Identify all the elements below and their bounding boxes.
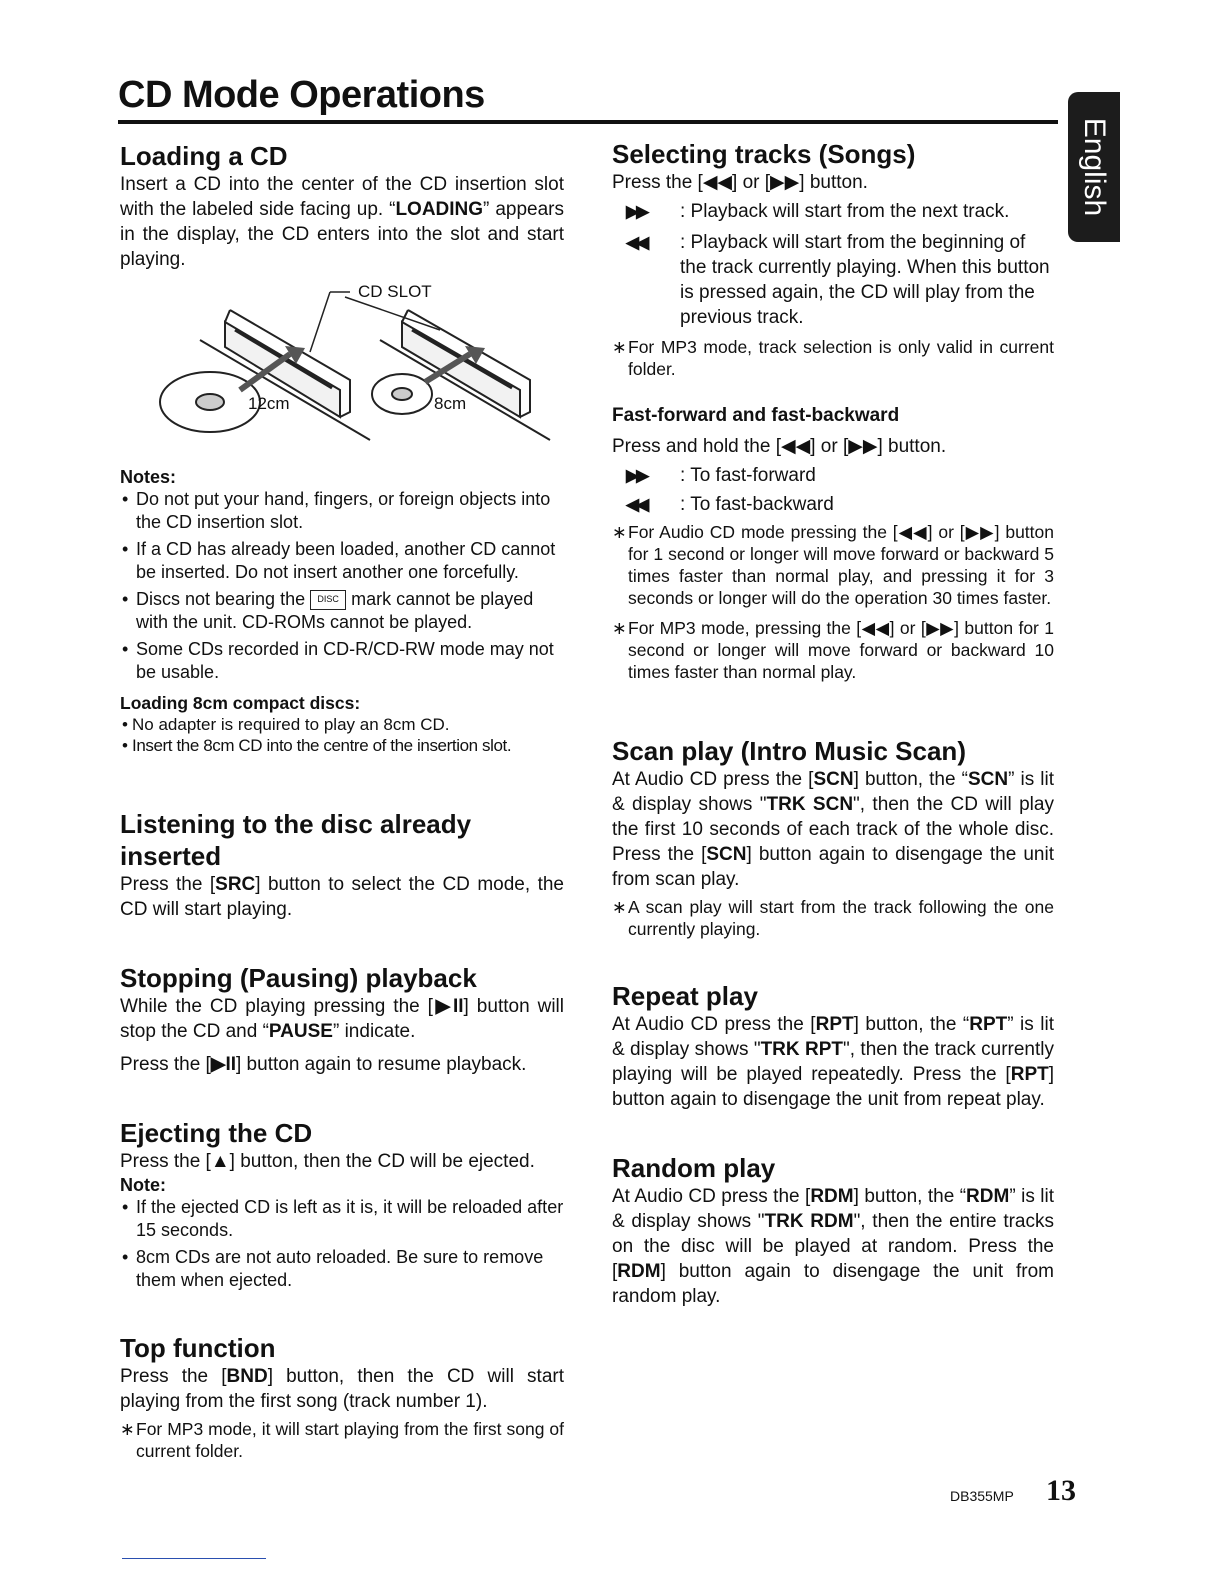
page-title: CD Mode Operations [118,74,485,116]
section-ejecting [120,1117,564,1292]
next-track-icon: ▶▶ [626,202,647,221]
compact-disc-logo: DISC [310,590,346,610]
stopping-body-2: Press the [▶II] button again to resume playback. [120,1054,527,1075]
label-12cm: 12cm [248,394,290,413]
fastbackward-row: ◀◀ : To fast-backward [626,494,834,515]
label-cd-slot: CD SLOT [358,282,432,301]
page-number: 13 [1046,1474,1076,1507]
bottom-link-line [122,1558,266,1559]
stopping-body-1: While the CD playing pressing the [▶II] button will stop the CD and “PAUSE” indicate. [120,996,564,1042]
heading-fastforward: Fast-forward and fast-backward [612,405,900,426]
compact-discs-list [120,714,564,756]
previous-track-icon: ◀◀ [626,233,647,252]
selecting-next-row: ▶▶ : Playback will start from the next track. [626,201,1010,222]
ejecting-note-item: • 8cm CDs are not auto reloaded. Be sure to remove them when ejected. [120,1246,564,1292]
label-8cm: 8cm [434,394,467,413]
left-column [120,140,564,1462]
random-body: At Audio CD press the [RDM] button, the “RDM” is lit & display shows "TRK RDM", then the entire tracks on the disc will be played at random. Press the [RDM] button again to disengage the unit from random play. [612,1186,1054,1307]
model-number: DB355MP [950,1488,1014,1504]
heading-stopping: Stopping (Pausing) playback [120,963,477,993]
section-listening [120,808,564,922]
language-tab [1068,92,1120,242]
scan-body: At Audio CD press the [SCN] button, the “SCN” is lit & display shows "TRK SCN", then the CD will play the first 10 seconds of each track of the whole disc. Press the [SCN] button again to disengage the unit from scan play. [612,769,1054,890]
section-fastforward [612,404,1054,683]
title-rule [118,120,1058,124]
heading-loading: Loading a CD [120,141,288,171]
scan-note: ∗ A scan play will start from the track following the one currently playing. [612,896,1054,940]
heading-scan: Scan play (Intro Music Scan) [612,736,966,766]
section-top-function [120,1332,564,1462]
heading-random: Random play [612,1153,776,1183]
listening-body: Press the [SRC] button to select the CD mode, the CD will start playing. [120,874,564,920]
compact-note-item: • Insert the 8cm CD into the centre of the insertion slot. [120,735,564,756]
selecting-note: ∗ For MP3 mode, track selection is only valid in current folder. [612,336,1054,380]
ejecting-note-heading: Note: [120,1175,166,1195]
selecting-intro: Press the [◀◀] or [▶▶] button. [612,172,868,193]
heading-repeat: Repeat play [612,981,758,1011]
section-scan [612,735,1054,940]
ejecting-body: Press the [▲] button, then the CD will be ejected. [120,1151,535,1172]
repeat-body: At Audio CD press the [RPT] button, the “RPT” is lit & display shows "TRK RPT", then the track currently playing will be played repeatedly. Press the [RPT] button again to disengage the unit from repeat play. [612,1014,1054,1110]
ejecting-notes [120,1196,564,1292]
cd-slot-illustration [140,282,560,462]
selecting-prev-row: ◀◀ : Playback will start from the beginning of the track currently playing. When this button is pressed again, the CD will play from the previous track. [626,232,1050,328]
right-column [612,138,1054,1309]
heading-top-function: Top function [120,1333,276,1363]
fastforward-row: ▶▶ : To fast-forward [626,465,816,486]
heading-listening: Listening to the disc already inserted [120,809,472,871]
fastforward-note-2: ∗ For MP3 mode, pressing the [◀◀] or [▶▶] button for 1 second or longer will move forward or backward 10 times faster than normal play. [612,617,1054,683]
top-function-body: Press the [BND] button, then the CD will start playing from the first song (track number 1). [120,1366,564,1412]
note-item: • Some CDs recorded in CD-R/CD-RW mode may not be usable. [120,638,564,684]
compact-discs-heading: Loading 8cm compact discs: [120,693,361,713]
fastforward-note-1: ∗ For Audio CD mode pressing the [◀◀] or [▶▶] button for 1 second or longer will move forward or backward 5 times faster than normal play, and pressing it for 3 seconds or longer will do the operation 30 times faster. [612,521,1054,609]
notes-list [120,488,564,684]
section-random [612,1152,1054,1309]
note-item: • If a CD has already been loaded, another CD cannot be inserted. Do not insert another one forcefully. [120,538,564,584]
heading-ejecting: Ejecting the CD [120,1118,313,1148]
heading-selecting: Selecting tracks (Songs) [612,139,916,169]
section-repeat [612,980,1054,1112]
fastforward-intro: Press and hold the [◀◀] or [▶▶] button. [612,436,947,457]
loading-body: Insert a CD into the center of the CD insertion slot with the labeled side facing up. “LOADING” appears in the display, the CD enters into the slot and start playing. [120,174,564,270]
fast-forward-icon: ▶▶ [626,466,647,485]
ejecting-note-item: • If the ejected CD is left as it is, it will be reloaded after 15 seconds. [120,1196,564,1242]
top-function-note: ∗ For MP3 mode, it will start playing from the first song of current folder. [120,1418,564,1462]
language-tab-label: English [1078,117,1111,217]
notes-heading: Notes: [120,467,177,487]
section-selecting [612,138,1054,380]
note-item: • Do not put your hand, fingers, or foreign objects into the CD insertion slot. [120,488,564,534]
compact-note-item: • No adapter is required to play an 8cm CD. [120,714,564,735]
cd-slot-figure [140,282,560,462]
note-item-disc: • Discs not bearing the DISC mark cannot be played with the unit. CD-ROMs cannot be played. [120,588,564,634]
section-stopping [120,962,564,1077]
fast-backward-icon: ◀◀ [626,495,647,514]
section-loading [120,140,564,756]
